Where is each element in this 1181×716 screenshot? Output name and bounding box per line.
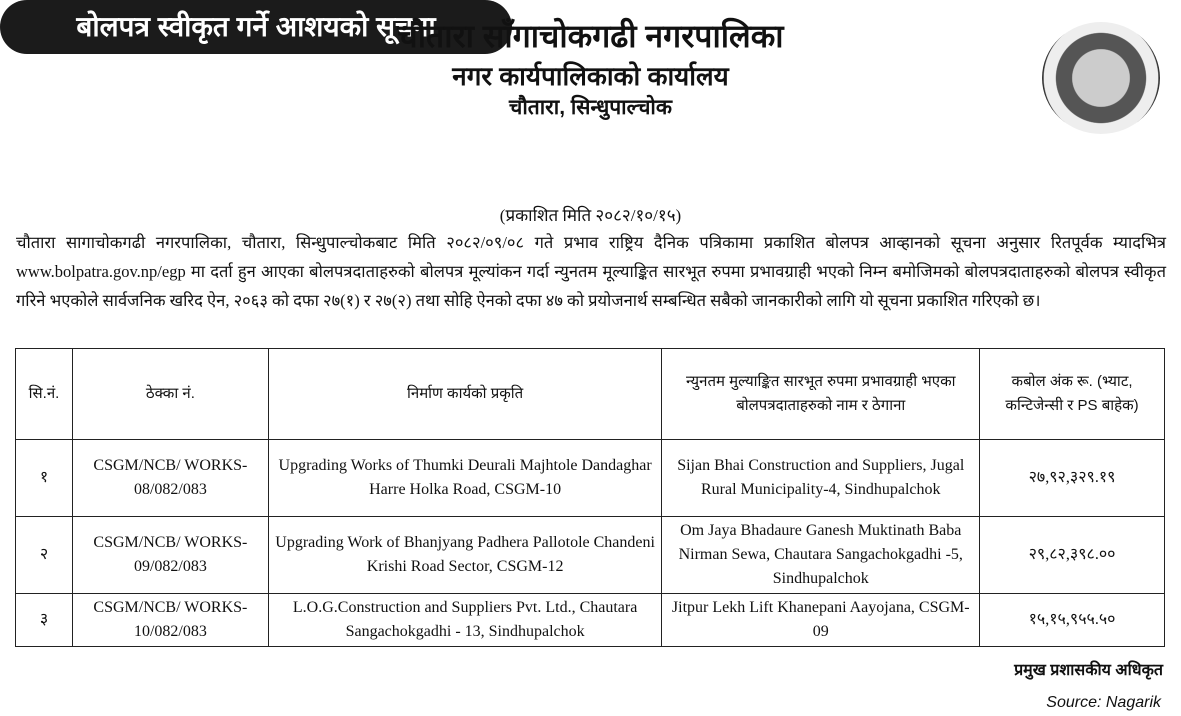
- header-contract: ठेक्का नं.: [72, 349, 268, 440]
- header-bidder: न्युनतम मुल्याङ्कित सारभूत रुपमा प्रभावग्राही भएका बोलपत्रदाताहरुको नाम र ठेगाना: [662, 349, 980, 440]
- office-location: चौतारा, सिन्धुपाल्चोक: [508, 96, 672, 119]
- cell-contract: CSGM/NCB/ WORKS-08/082/083: [72, 440, 268, 517]
- cell-bidder: Sijan Bhai Construction and Suppliers, Jugal Rural Municipality-4, Sindhupalchok: [662, 440, 980, 517]
- header-sn: सि.नं.: [16, 349, 73, 440]
- header-amount: कबोल अंक रू. (भ्याट, कन्टिजेन्सी र PS बाहेक): [980, 349, 1165, 440]
- cell-bidder: Om Jaya Bhadaure Ganesh Muktinath Baba Nirman Sewa, Chautara Sangachokgadhi -5, Sindhupalchok: [662, 517, 980, 594]
- cell-contract: CSGM/NCB/ WORKS-09/082/083: [72, 517, 268, 594]
- signatory: प्रमुख प्रशासकीय अधिकृत: [1014, 662, 1163, 679]
- cell-sn: २: [16, 517, 73, 594]
- office-title: चौतारा साँगाचोकगढी नगरपालिका: [397, 18, 784, 54]
- source-credit: Source: Nagarik: [1046, 694, 1161, 711]
- table-row: [16, 594, 1165, 647]
- table-row: [16, 517, 1165, 594]
- cell-contract: CSGM/NCB/ WORKS-10/082/083: [72, 594, 268, 647]
- cell-sn: १: [16, 440, 73, 517]
- cell-amount: १५,१५,९५५.५०: [980, 594, 1165, 647]
- cell-work: L.O.G.Construction and Suppliers Pvt. Ltd., Chautara Sangachokgadhi - 13, Sindhupalchok: [268, 594, 662, 647]
- office-subtitle: नगर कार्यपालिकाको कार्यालय: [452, 61, 729, 91]
- cell-sn: ३: [16, 594, 73, 647]
- cell-bidder: Jitpur Lekh Lift Khanepani Aayojana, CSGM-09: [662, 594, 980, 647]
- header-work: निर्माण कार्यको प्रकृति: [268, 349, 662, 440]
- table-header-row: [16, 349, 1165, 440]
- notice-body: चौतारा सागाचोकगढी नगरपालिका, चौतारा, सिन्धुपाल्चोकबाट मिति २०८२/०९/०८ गते प्रभाव राष्ट्रिय दैनिक पत्रिकामा प्रकाशित बोलपत्र आव्हानको सूचना अनुसार रितपूर्वक म्यादभित्र www.bolpatra.gov.np/egp मा दर्ता हुन आएका बोलपत्रदाताहरुको बोलपत्र मूल्यांकन गर्दा न्युनतम मूल्याङ्कित सारभूत रुपमा प्रभावग्राही भएको निम्न बमोजिमको बोलपत्रदाताहरुको बोलपत्र स्वीकृत गरिने भएकोले सार्वजनिक खरिद ऐन, २०६३ को दफा २७(१) र २७(२) तथा सोहि ऐनको दफा ४७ को प्रयोजनार्थ सम्बन्धित सबैको जानकारीको लागि यो सूचना प्रकाशित गरिएको छ।: [16, 233, 1166, 310]
- table-row: [16, 440, 1165, 517]
- cell-work: Upgrading Work of Bhanjyang Padhera Pallotole Chandeni Krishi Road Sector, CSGM-12: [268, 517, 662, 594]
- cell-work: Upgrading Works of Thumki Deurali Majhtole Dandaghar Harre Holka Road, CSGM-10: [268, 440, 662, 517]
- cell-amount: २७,९२,३२९.१९: [980, 440, 1165, 517]
- cell-amount: २९,८२,३९८.००: [980, 517, 1165, 594]
- notice-title: बोलपत्र स्वीकृत गर्ने आशयको सूचना: [0, 0, 512, 54]
- bid-table: [15, 348, 1165, 647]
- published-date: (प्रकाशित मिति २०८२/१०/१५): [499, 206, 682, 225]
